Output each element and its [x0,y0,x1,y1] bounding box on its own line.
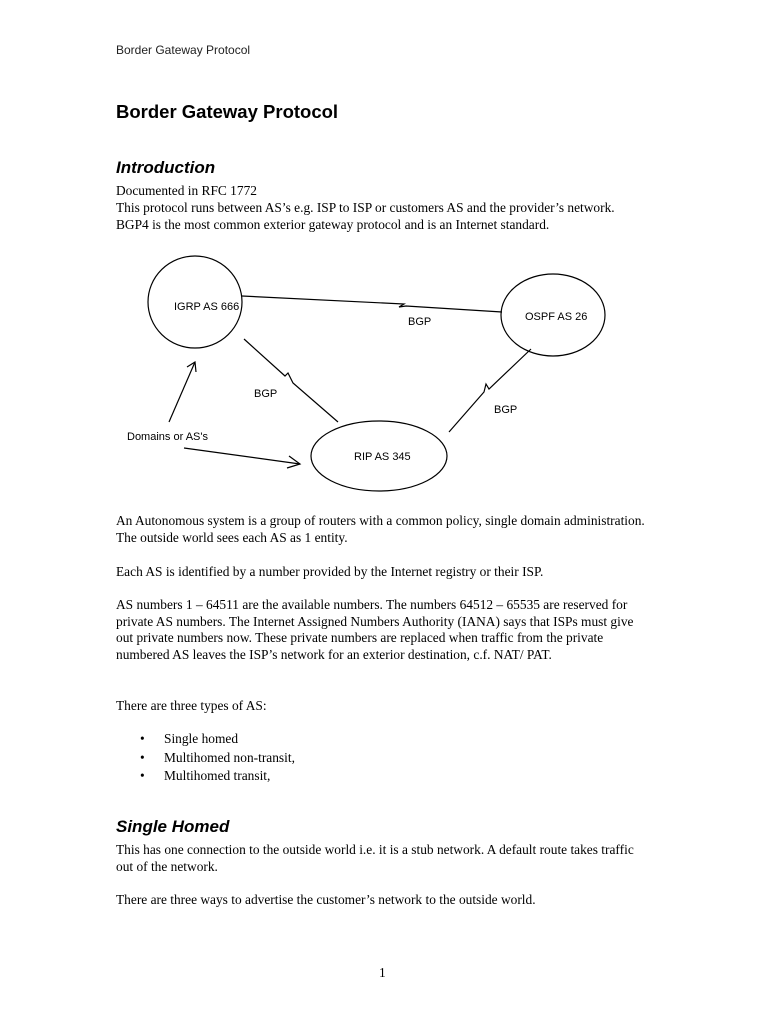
list-item-label: Single homed [164,731,239,746]
running-header: Border Gateway Protocol [116,43,251,57]
node-label-rip: RIP AS 345 [354,451,411,463]
node-label-ospf: OSPF AS 26 [525,311,588,323]
paragraph-as-numbers: AS numbers 1 – 64511 are the available numbers. The numbers 64512 – 65535 are reserved for private AS numbers. The Internet Assigned Numbers Authority (IANA) says that ISPs must give out private numbers now. These private numbers are replaced when traffic from the private numbered AS leaves the ISP’s network for an exterior destination, c.f. NAT/ PAT. [116,597,634,663]
list-item-label: Multihomed non-transit, [164,749,295,765]
list-item-label: Multihomed transit, [164,768,271,783]
node-label-igrp: IGRP AS 666 [174,301,240,313]
list-item [116,767,295,786]
link-igrp-rip [244,339,338,422]
list-item [116,749,295,768]
as-types-list [116,730,295,786]
link-ospf-rip [449,349,531,432]
paragraph-three-types: There are three types of AS: [116,698,267,713]
list-item [116,730,295,749]
link-igrp-ospf [242,296,502,312]
link-label-ospf-rip: BGP [494,404,518,416]
annotation-domains-label: Domains or AS's [127,431,208,443]
paragraph-autonomous-system: An Autonomous system is a group of routers with a common policy, single domain administration. The outside world sees each AS as 1 entity. [116,513,645,545]
link-label-igrp-ospf: BGP [408,316,432,328]
intro-rfc-line: Documented in RFC 1772 [116,183,257,198]
bullet-icon: • [140,731,145,746]
annotation-arrow-to-rip [184,448,300,464]
document-title: Border Gateway Protocol [116,101,339,122]
section-heading-introduction: Introduction [116,158,216,177]
paragraph-single-homed: This has one connection to the outside world i.e. it is a stub network. A default route takes traffic out of the network. [116,842,634,874]
annotation-arrow-to-igrp [169,362,195,422]
bullet-icon: • [140,768,145,783]
intro-paragraph: This protocol runs between AS’s e.g. ISP to ISP or customers AS and the provider’s network. BGP4 is the most common exterior gateway protocol and is an Internet standard. [116,200,615,232]
bullet-icon: • [140,749,145,765]
section-heading-single-homed: Single Homed [116,817,230,836]
paragraph-three-ways: There are three ways to advertise the customer’s network to the outside world. [116,892,536,907]
page-number: 1 [379,965,386,980]
paragraph-as-identified: Each AS is identified by a number provided by the Internet registry or their ISP. [116,564,544,579]
as-network-diagram [116,252,646,494]
link-label-igrp-rip: BGP [254,388,278,400]
